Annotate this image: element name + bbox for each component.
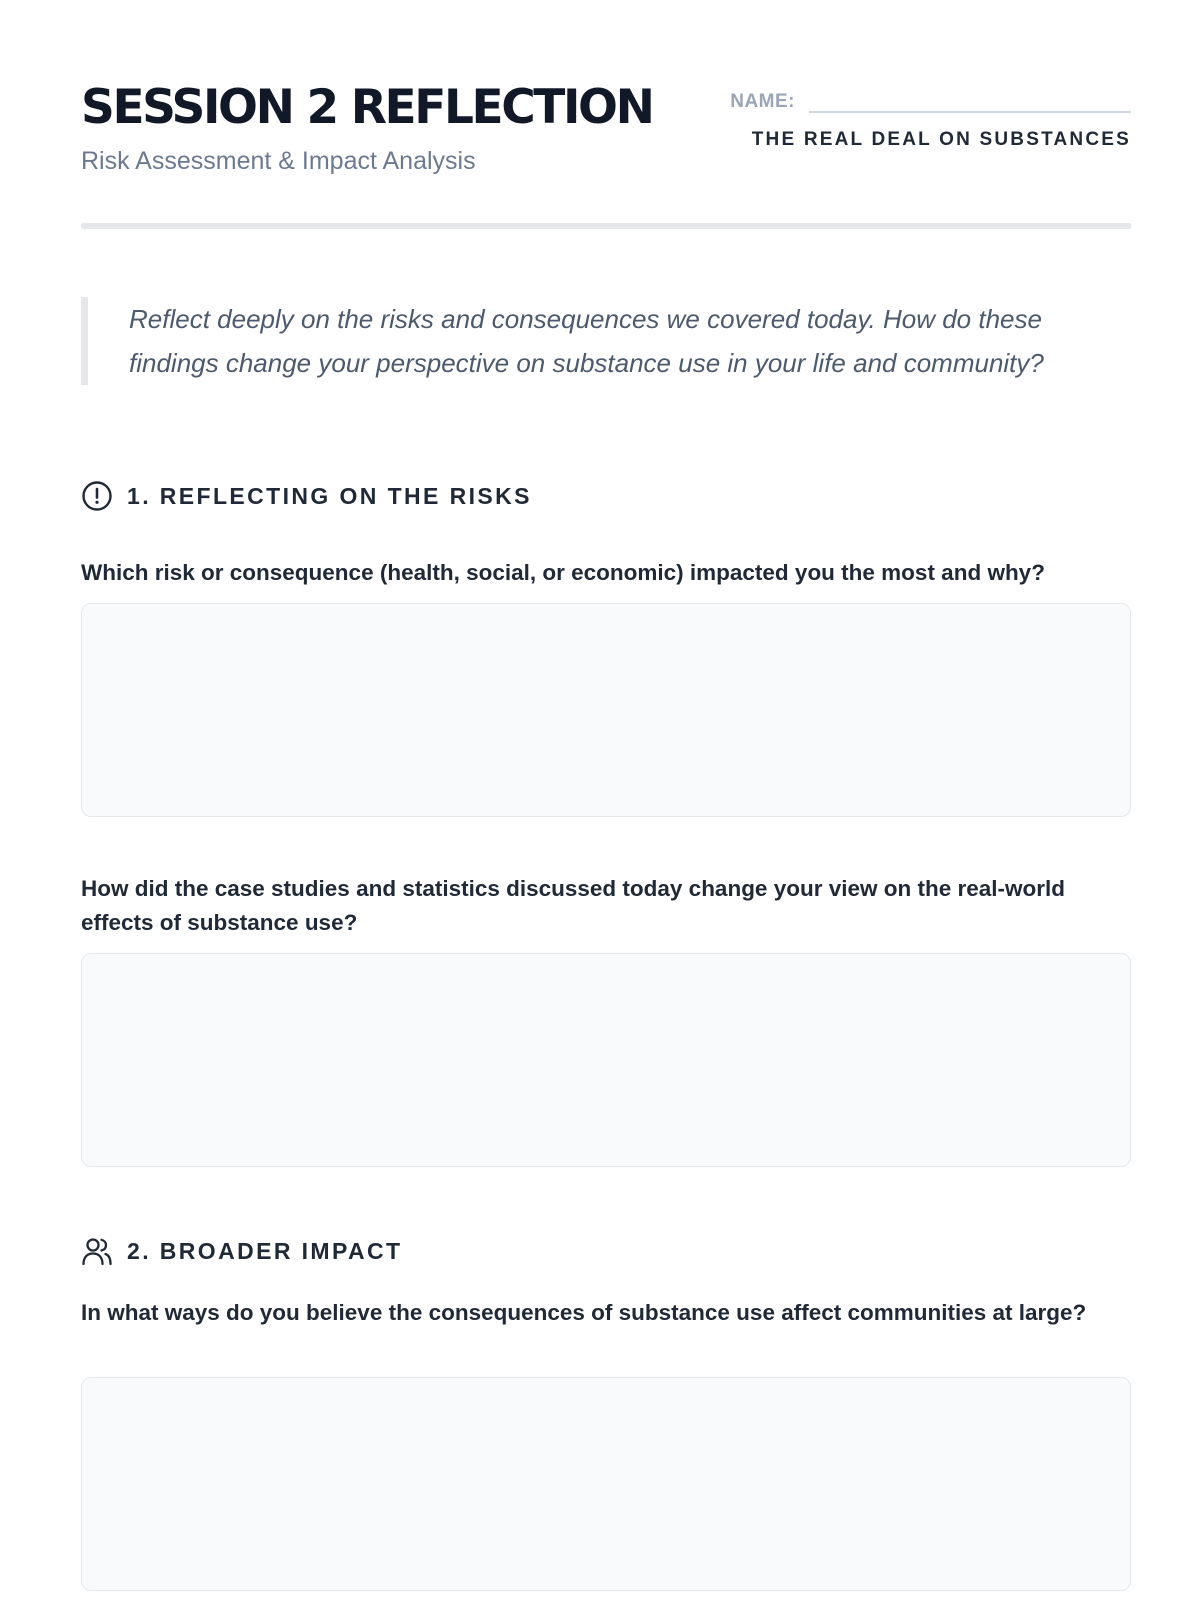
answer-box[interactable] [81, 953, 1131, 1167]
question-label: In what ways do you believe the consequences of substance use affect communities at large? [81, 1300, 1087, 1325]
section-heading-label: 1. REFLECTING ON THE RISKS [127, 482, 532, 509]
name-label: NAME: [730, 91, 795, 112]
section-heading-risks [81, 480, 532, 512]
page-title: SESSION 2 REFLECTION [81, 80, 653, 135]
name-input-line[interactable] [809, 84, 1131, 113]
question-label: Which risk or consequence (health, social, or economic) impacted you the most and why? [81, 560, 1045, 585]
section-heading-impact [81, 1235, 403, 1267]
question-label: How did the case studies and statistics discussed today change your view on the real-world effects of substance use? [81, 876, 1066, 935]
worksheet-header [81, 0, 1131, 230]
answer-box[interactable] [81, 603, 1131, 817]
name-field-row [730, 84, 1131, 113]
answer-box[interactable] [81, 1377, 1131, 1591]
program-brand: THE REAL DEAL ON SUBSTANCES [751, 129, 1131, 150]
header-divider [81, 223, 1131, 229]
worksheet-page [81, 0, 1131, 1325]
users-icon [81, 1235, 113, 1267]
intro-quote: Reflect deeply on the risks and consequences we covered today. How do these findings change your perspective on substance use in your life and community? [81, 297, 1131, 385]
alert-circle-icon [81, 480, 113, 512]
page-subtitle: Risk Assessment & Impact Analysis [81, 147, 476, 175]
section-heading-label: 2. BROADER IMPACT [127, 1237, 403, 1264]
